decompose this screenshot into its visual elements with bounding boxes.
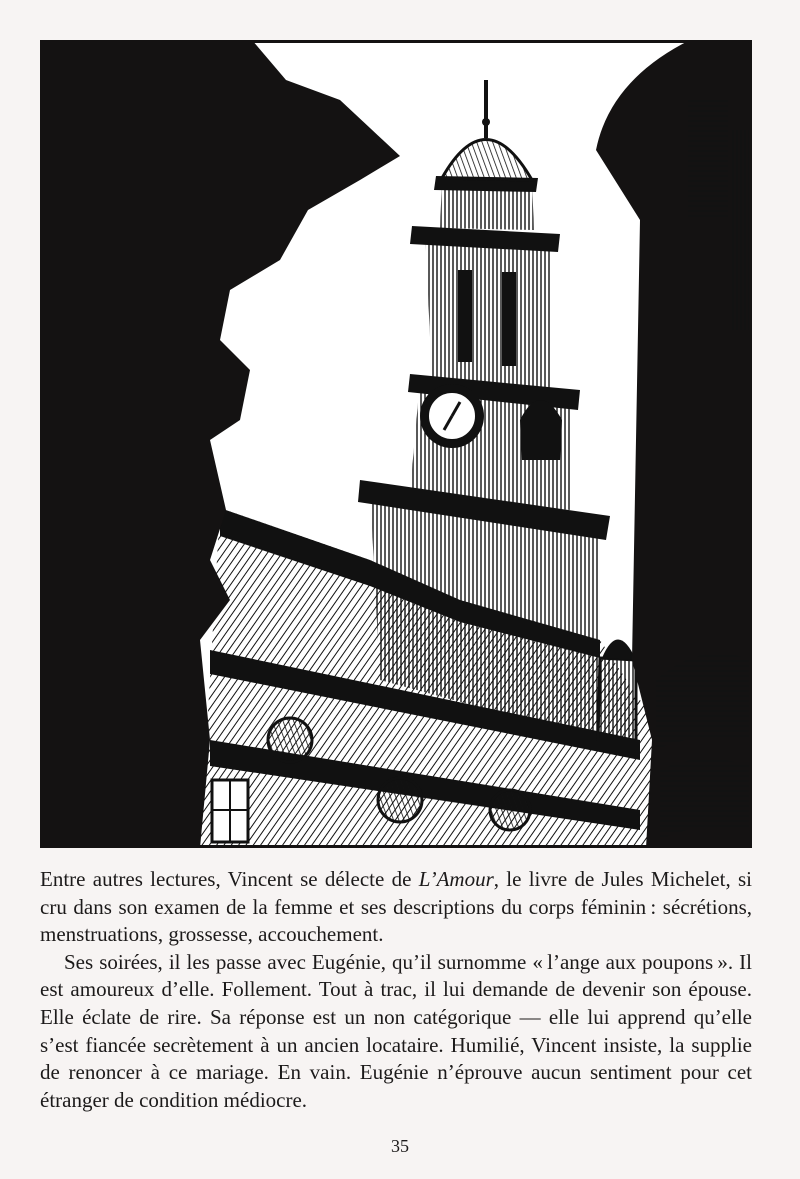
paragraph-2: Ses soirées, il les passe avec Eugénie, qu’il surnomme « l’ange aux poupons ». Il est amoureux d’elle. Follement. Tout à trac, il lui demande de devenir son épouse. Elle éclate de rire. Sa réponse est un non catégorique — elle lui apprend qu’elle s’est fiancée secrètement à un ancien locataire. Humilié, Vincent insiste, la supplie de renoncer à ce mariage. En vain. Eugénie n’éprouve aucun sentiment pour cet étranger de condition médiocre. xyxy=(40,949,752,1112)
belfry-illustration xyxy=(40,40,752,848)
page-number: 35 xyxy=(391,1136,409,1156)
illustration-drawing xyxy=(40,40,752,848)
paragraph-1-text-before: Entre autres lectures, Vincent se délecte de xyxy=(40,867,419,891)
paragraph-1-text-after: , le livre de Jules Michelet, si cru dans son examen de la femme et ses descriptions du corps féminin : sécrétions, menstruations, grossesse, accouchement. xyxy=(40,867,752,947)
book-title-emphasis: L’Amour xyxy=(418,867,494,891)
paragraph-1 xyxy=(40,866,752,949)
body-text xyxy=(40,866,752,1114)
small-turret xyxy=(598,639,636,740)
